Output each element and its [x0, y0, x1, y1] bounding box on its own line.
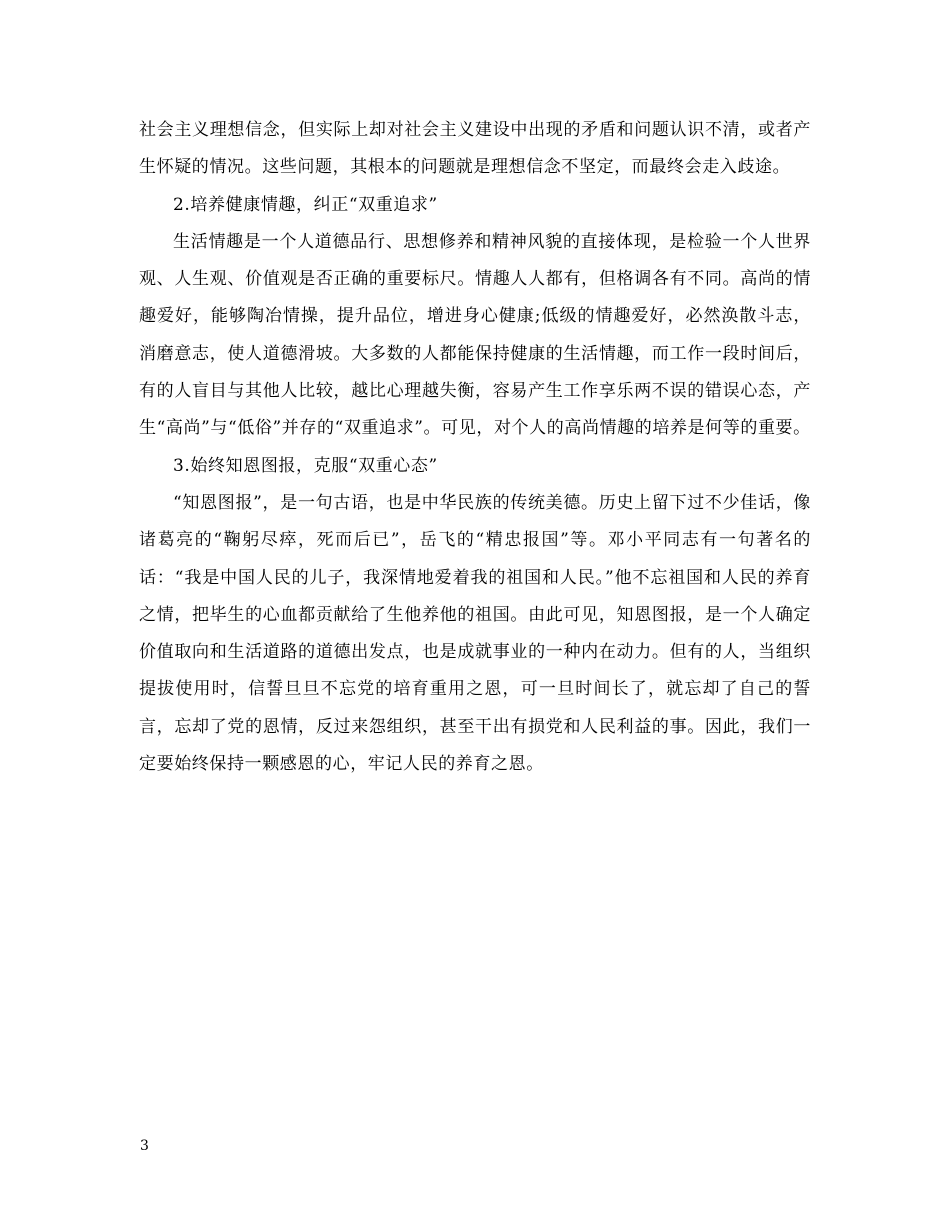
- section-heading-3: 3.始终知恩图报，克服“双重心态”: [173, 455, 438, 476]
- document-body: [139, 112, 811, 783]
- section-heading-2: 2.培养健康情趣，纠正“双重追求”: [173, 194, 438, 215]
- page-number: 3: [140, 1138, 149, 1154]
- paragraph-continuation: 社会主义理想信念，但实际上却对社会主义建设中出现的矛盾和问题认识不清，或者产生怀疑的情况。这些问题，其根本的问题就是理想信念不坚定，而最终会走入歧途。: [139, 120, 811, 178]
- paragraph-life-interests: 生活情趣是一个人道德品行、思想修养和精神风貌的直接体现，是检验一个人世界观、人生观、价值观是否正确的重要标尺。情趣人人都有，但格调各有不同。高尚的情趣爱好，能够陶冶情操，提升品位，增进身心健康;低级的情趣爱好，必然涣散斗志，消磨意志，使人道德滑坡。大多数的人都能保持健康的生活情趣，而工作一段时间后，有的人盲目与其他人比较，越比心理越失衡，容易产生工作享乐两不误的错误心态，产生“高尚”与“低俗”并存的“双重追求”。可见，对个人的高尚情趣的培养是何等的重要。: [139, 231, 811, 439]
- paragraph-gratitude: “知恩图报”，是一句古语，也是中华民族的传统美德。历史上留下过不少佳话，像诸葛亮的“鞠躬尽瘁，死而后已”，岳飞的“精忠报国”等。邓小平同志有一句著名的话：“我是中国人民的儿子，我深情地爱着我的祖国和人民。”他不忘祖国和人民的养育之情，把毕生的心血都贡献给了生他养他的祖国。由此可见，知恩图报，是一个人确定价值取向和生活道路的道德出发点，也是成就事业的一种内在动力。但有的人，当组织提拔使用时，信誓旦旦不忘党的培育重用之恩，可一旦时间长了，就忘却了自己的誓言，忘却了党的恩情，反过来怨组织，甚至干出有损党和人民利益的事。因此，我们一定要始终保持一颗感恩的心，牢记人民的养育之恩。: [139, 492, 811, 775]
